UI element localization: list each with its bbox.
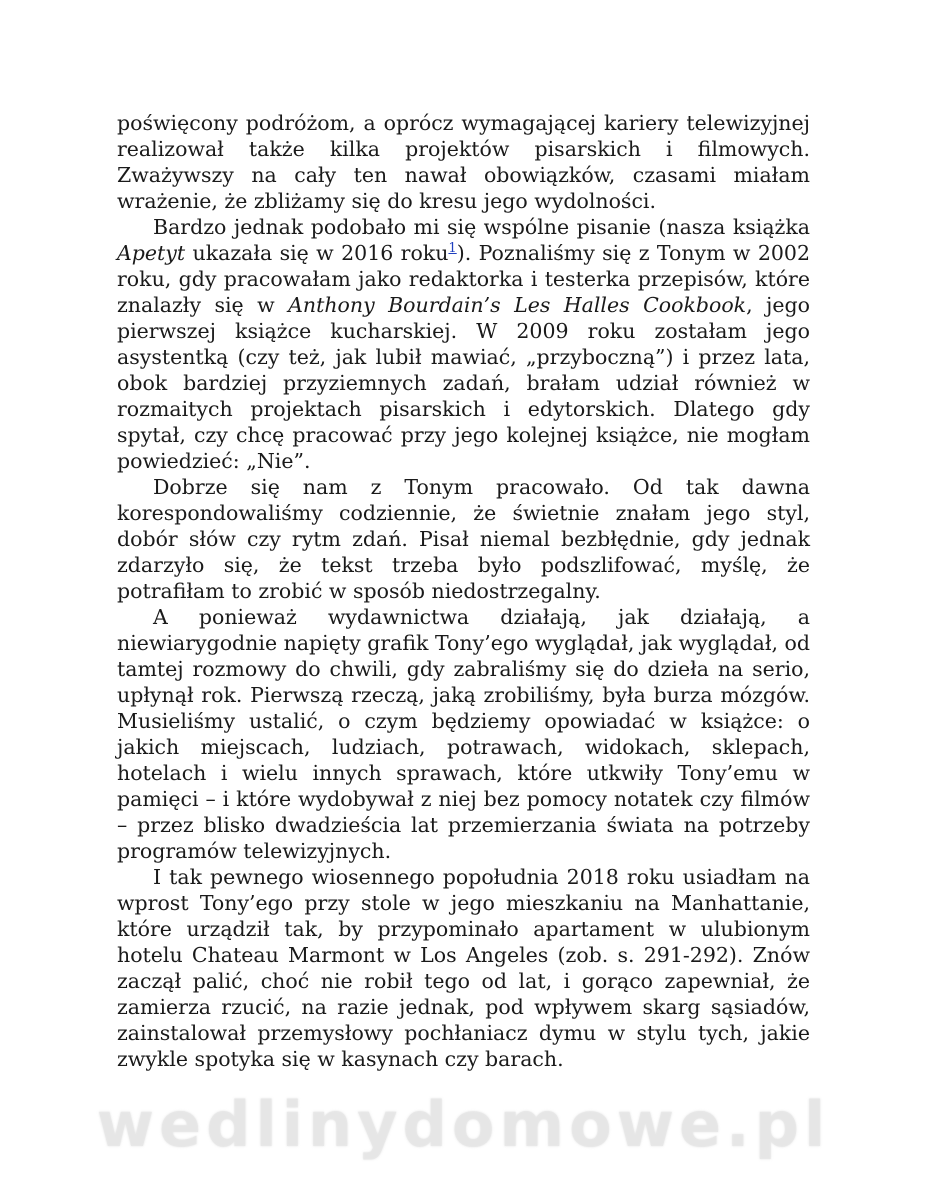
book-title-cookbook: Anthony Bourdain’s Les Halles Cookbook	[288, 293, 747, 317]
paragraph-1	[117, 110, 810, 214]
paragraph-text: A ponieważ wydawnictwa działają, jak działają, a niewiarygodnie napięty grafik Tony’ego wyglądał, jak wyglądał, od tamtej rozmowy do chwili, gdy zabraliśmy się do dzieła na serio, upłynął rok. Pierwszą rzeczą, jaką zrobiliśmy, była burza mózgów. Musieliśmy ustalić, o czym będziemy opowiadać w książce: o jakich miejscach, ludziach, potrawach, widokach, sklepach, hotelach i wielu innych sprawach, które utkwiły Tony’emu w pamięci – i które wydobywał z niej bez pomocy notatek czy filmów – przez blisko dwadzieścia lat przemierzania świata na potrzeby programów telewizyjnych.	[117, 605, 810, 863]
paragraph-text: Bardzo jednak podobało mi się wspólne pisanie (nasza książka	[153, 215, 810, 239]
paragraph-text: Dobrze się nam z Tonym pracowało. Od tak dawna korespondowaliśmy codziennie, że świetnie znałam jego styl, dobór słów czy rytm zdań. Pisał niemal bezbłędnie, gdy jednak zdarzyło się, że tekst trzeba było podszlifować, myślę, że potrafiłam to zrobić w sposób niedostrzegalny.	[117, 475, 810, 603]
footnote-link[interactable]: 1	[448, 241, 457, 257]
paragraph-text: , jego pierwszej książce kucharskiej. W 2009 roku zostałam jego asystentką (czy też, jak lubił mawiać, „przyboczną”) i przez lata, obok bardziej przyziemnych zadań, brałam udział również w rozmaitych projektach pisarskich i edytorskich. Dlatego gdy spytał, czy chcę pracować przy jego kolejnej książce, nie mogłam powiedzieć: „Nie”.	[117, 293, 810, 473]
paragraph-4	[117, 604, 810, 864]
book-title-apetyt: Apetyt	[117, 241, 186, 265]
paragraph-3	[117, 474, 810, 604]
paragraph-5	[117, 864, 810, 1072]
paragraph-2	[117, 214, 810, 474]
paragraph-text: ukazała się w 2016 roku	[185, 241, 449, 265]
paragraph-text: poświęcony podróżom, a oprócz wymagającej kariery telewizyjnej realizował także kilka projektów pisarskich i filmowych. Zważywszy na cały ten nawał obowiązków, czasami miałam wrażenie, że zbliżamy się do kresu jego wydolności.	[117, 111, 810, 213]
paragraph-text: ). Poznaliśmy się z Tonym w 2002 roku, gdy pracowałam jako redaktorka i testerka przepisów, które znalazły się w	[117, 241, 811, 317]
body-text	[117, 110, 810, 1072]
watermark: wedlinydomowe.pl	[96, 1088, 831, 1161]
paragraph-text: I tak pewnego wiosennego popołudnia 2018 roku usiadłam na wprost Tony’ego przy stole w jego mieszkaniu na Manhattanie, które urządził tak, by przypominało apartament w ulubionym hotelu Chateau Marmont w Los Angeles (zob. s. 291-292). Znów zaczął palić, choć nie robił tego od lat, i gorąco zapewniał, że zamierza rzucić, na razie jednak, pod wpływem skarg sąsiadów, zainstalował przemysłowy pochłaniacz dymu w stylu tych, jakie zwykle spotyka się w kasynach czy barach.	[117, 865, 810, 1071]
